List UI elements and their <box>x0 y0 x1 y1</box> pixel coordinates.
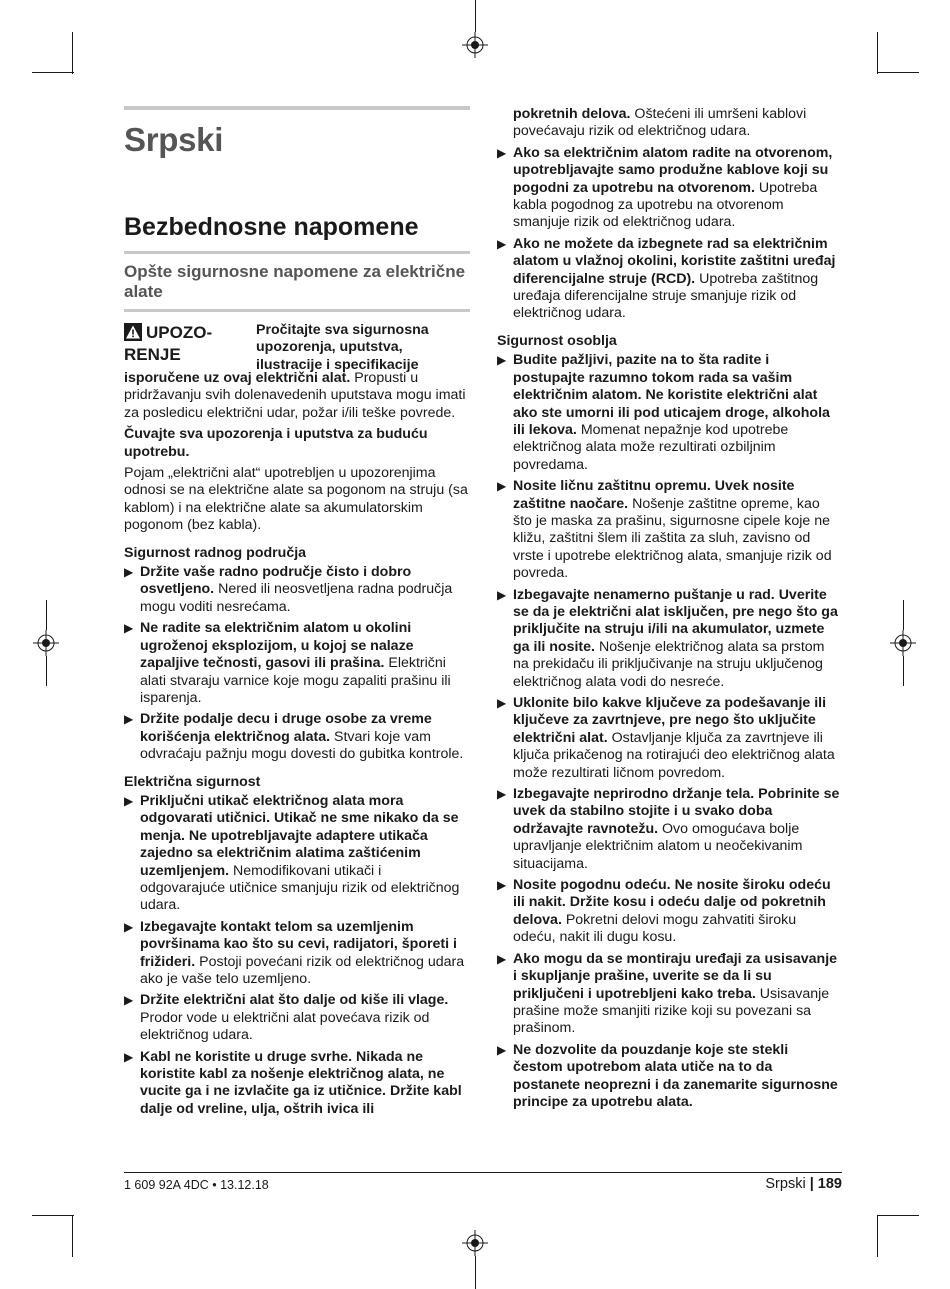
crop-mark <box>72 1215 73 1257</box>
item-bold: Ne dozvolite da pouzdanje koje ste stekli čestom upotrebom alata utiče na to da postanete neoprezni i da zanemarite sigurnosne principe za upotrebu alata. <box>513 1041 838 1110</box>
triangle-right-icon: ▶ <box>124 793 134 808</box>
list-item <box>497 478 841 582</box>
item-bold: Izbegavajte kontakt telom sa uzemljenim površinama kao što su cevi, radijatori, šporeti i frižideri. <box>140 918 457 970</box>
warning-text <box>124 370 470 422</box>
triangle-right-icon: ▶ <box>497 353 507 368</box>
triangle-right-icon: ▶ <box>124 712 134 727</box>
item-bold: Izbegavajte neprirodno držanje tela. Pobrinite se uvek da stabilno stojite i u svako doba održavajte ravnotežu. <box>513 786 840 837</box>
item-text: Nered ili neosvetljena radna područja mogu voditi nesrećama. <box>140 581 453 615</box>
item-text: Nošenje zaštitne opreme, kao što je maska za prašinu, sigurnosne cipele koje ne kližu, zaštitni šlem ili zaštita za sluh, zavisno od vrste i upotrebe električnog alata, smanjuje rizik od povreda. <box>513 495 832 582</box>
item-bold: Kabl ne koristite u druge svrhe. Nikada ne koristite kabl za nošenje električnog alata, ne vucite ga i ne izvlačite ga iz utičnice. Držite kabl dalje od vreline, ulja, oštrih ivica ili <box>140 1048 462 1117</box>
item-bold: Budite pažljivi, pazite na to šta radite i postupajte razumno tokom rada sa vašim električnim alatom. Ne koristite električni alat ako ste umorni ili pod uticajem droge, alkohola ili lekova. <box>513 352 830 438</box>
item-bold: Uklonite bilo kakve ključeve za podešavanje ili ključeve za zavrtnjeve, pre nego što uključite električni alat. <box>513 695 827 746</box>
item-text: Momenat nepažnje kod upotrebe električnog alata može rezultirati ozbiljnim povredama. <box>513 421 789 473</box>
triangle-right-icon: ▶ <box>124 919 134 934</box>
section-title: Bezbednosne napomene <box>124 213 419 241</box>
left-column <box>124 106 470 1122</box>
item-text: Prodor vode u električni alat povećava rizik od električnog udara. <box>140 1009 430 1044</box>
list-item <box>124 919 470 989</box>
crop-mark <box>877 1215 878 1257</box>
list-item <box>497 1042 841 1112</box>
right-column <box>497 106 841 1115</box>
continued-item <box>497 106 841 141</box>
footer-page-info <box>765 1176 842 1192</box>
triangle-right-icon: ▶ <box>497 878 507 893</box>
item-bold: Držite podalje decu i druge osobe za vreme korišćenja električnog alata. <box>140 711 432 745</box>
list-item <box>124 1049 470 1119</box>
list-item <box>124 564 470 616</box>
footer-doc-code: 1 609 92A 4DC • 13.12.18 <box>124 1178 269 1192</box>
registration-mark-icon <box>890 630 916 656</box>
crop-mark <box>903 656 904 686</box>
item-bold: Izbegavajte nenamerno puštanje u rad. Uverite se da je električni alat isključen, pre nego što ga priključite na struju i/ili na akumulator, uzmete ga ili nosite. <box>513 586 838 655</box>
list-item <box>497 695 841 782</box>
title-rule <box>124 106 470 110</box>
list-item <box>497 145 841 232</box>
warning-body: Propusti u pridržavanju svih dolenavedenih uputstava mogu imati za posledicu električni udar, požar i/ili teške povrede. <box>124 370 466 421</box>
subsection-title: Opšte sigurnosne napomene za električne alate <box>124 262 466 301</box>
triangle-right-icon: ▶ <box>497 145 507 160</box>
triangle-right-icon: ▶ <box>497 236 507 251</box>
list-item <box>497 786 841 873</box>
item-text: Ostavljanje ključa za zavrtnjeve ili ključa prikačenog na rotirajući deo električnog alata može rezultirati ličnom povredom. <box>513 729 835 781</box>
list-item <box>497 951 841 1038</box>
warning-lead-cont: isporučene uz ovaj električni alat. <box>124 370 351 386</box>
item-bold: Ako ne možete da izbegnete rad sa električnim alatom u vlažnoj okolini, koristite zaštitni uređaj diferencijalne struje (RCD). <box>513 235 836 287</box>
list-item <box>497 352 841 474</box>
registration-mark-icon <box>462 1230 488 1256</box>
list-item <box>124 711 470 763</box>
item-text: Pokretni delovi mogu zahvatiti široku odeću, nakit ili dugu kosu. <box>513 911 797 946</box>
warning-triangle-icon <box>124 323 142 341</box>
item-bold: Ako mogu da se montiraju uređaji za usisavanje i skupljanje prašine, uverite se da li su priključeni i upotrebljeni kako treba. <box>513 950 838 1002</box>
crop-mark <box>877 72 919 73</box>
item-bold: Nosite pogodnu odeću. Ne nosite široku odeću ili nakit. Držite kosu i odeću dalje od pokretnih delova. <box>513 877 831 928</box>
crop-mark <box>32 1215 74 1216</box>
triangle-right-icon: ▶ <box>124 993 134 1008</box>
triangle-right-icon: ▶ <box>124 565 134 580</box>
item-text: Upotreba zaštitnog uređaja diferencijalne struje smanjuje rizik od električnog udara. <box>513 270 819 322</box>
triangle-right-icon: ▶ <box>497 1042 507 1057</box>
crop-mark <box>72 32 73 74</box>
footer-language: Srpski <box>765 1176 806 1192</box>
item-text: Ovo omogućava bolje upravljanje električnim alatom u neočekivanim situacijama. <box>513 820 803 872</box>
list-item <box>497 587 841 691</box>
item-text: Usisavanje prašine može smanjiti rizike koji su povezani sa prašinom. <box>513 985 830 1037</box>
warning-label-text: UPOZO- RENJE <box>124 323 213 364</box>
registration-mark-icon <box>33 630 59 656</box>
item-bold: Ne radite sa električnim alatom u okolini ugroženoj eksplozijom, u kojoj se nalaze zapaljive tečnosti, gasovi ili prašina. <box>140 620 414 672</box>
list-item <box>497 236 841 323</box>
work-area-heading: Sigurnost radnog područja <box>124 544 307 561</box>
crop-mark <box>877 32 878 74</box>
crop-mark <box>32 72 74 73</box>
item-text: Nošenje električnog alata sa prstom na prekidaču ili priključivanje na struju uključenog električnog alata vodi do nesreće. <box>513 638 825 690</box>
electrical-heading: Električna sigurnost <box>124 773 261 790</box>
item-text: Stvari koje vam odvraćaju pažnju mogu dovesti do gubitka kontrole. <box>140 728 464 763</box>
item-text: Postoji povećani rizik od električnog udara ako je vaše telo uzemljeno. <box>140 953 465 987</box>
list-item <box>124 992 470 1044</box>
crop-mark <box>475 0 476 32</box>
warning-block <box>124 322 470 373</box>
warning-label <box>124 322 244 366</box>
item-text: Oštećeni ili umršeni kablovi povećavaju rizik od električnog udara. <box>513 106 807 140</box>
footer-separator: | <box>809 1176 814 1192</box>
page-number: 189 <box>817 1176 842 1192</box>
triangle-right-icon: ▶ <box>497 479 507 494</box>
triangle-right-icon: ▶ <box>497 951 507 966</box>
item-bold: Ako sa električnim alatom radite na otvorenom, upotrebljavajte samo produžne kablove koji su pogodni za upotrebu na otvorenom. <box>513 144 833 196</box>
footer-rule <box>124 1172 842 1173</box>
keep-instructions: Čuvajte sva upozorenja i uputstva za buduću upotrebu. <box>124 426 428 460</box>
item-text: Upotreba kabla pogodnog za upotrebu na otvorenom smanjuje rizik od električnog udara. <box>513 179 818 231</box>
crop-mark <box>903 600 904 630</box>
crop-mark <box>475 1256 476 1289</box>
triangle-right-icon: ▶ <box>497 787 507 802</box>
crop-mark <box>877 1215 919 1216</box>
item-bold: Priključni utikač električnog alata mora odgovarati utičnici. Utikač ne sme nikako da se menja. Ne upotrebljavajte adaptere utikača zajedno sa električnim alatima zaštićenim uzemljenjem. <box>140 792 459 879</box>
crop-mark <box>46 600 47 630</box>
term-definition: Pojam „električni alat“ upotrebljen u upozorenjima odnosi se na električne alate sa pogonom na struju (sa kablom) i na električne alate sa akumulatorskim pogonom (bez kabla). <box>124 465 468 534</box>
item-text: Električni alati stvaraju varnice koje mogu zapaliti prašinu ili isparenja. <box>140 655 451 706</box>
list-item <box>124 620 470 707</box>
triangle-right-icon: ▶ <box>124 1049 134 1064</box>
warning-lead: Pročitajte sva sigurnosna upozorenja, uputstva, ilustracije i specifikacije <box>256 322 429 373</box>
item-bold: Nosite ličnu zaštitnu opremu. Uvek nosite zaštitne naočare. <box>513 478 795 512</box>
item-bold: Držite električni alat što dalje od kiše ili vlage. <box>140 992 449 1009</box>
triangle-right-icon: ▶ <box>497 696 507 710</box>
personal-heading: Sigurnost osoblja <box>497 332 617 349</box>
list-item <box>497 877 841 947</box>
item-bold: pokretnih delova. <box>513 106 631 122</box>
item-bold: Držite vaše radno područje čisto i dobro osvetljeno. <box>140 564 412 598</box>
triangle-right-icon: ▶ <box>124 621 134 636</box>
crop-mark <box>46 656 47 686</box>
page-title: Srpski <box>124 121 224 158</box>
triangle-right-icon: ▶ <box>497 587 507 602</box>
registration-mark-icon <box>462 32 488 58</box>
item-text: Nemodifikovani utikači i odgovarajuće utičnice smanjuju rizik od električnog udara. <box>140 862 460 914</box>
list-item <box>124 793 470 915</box>
